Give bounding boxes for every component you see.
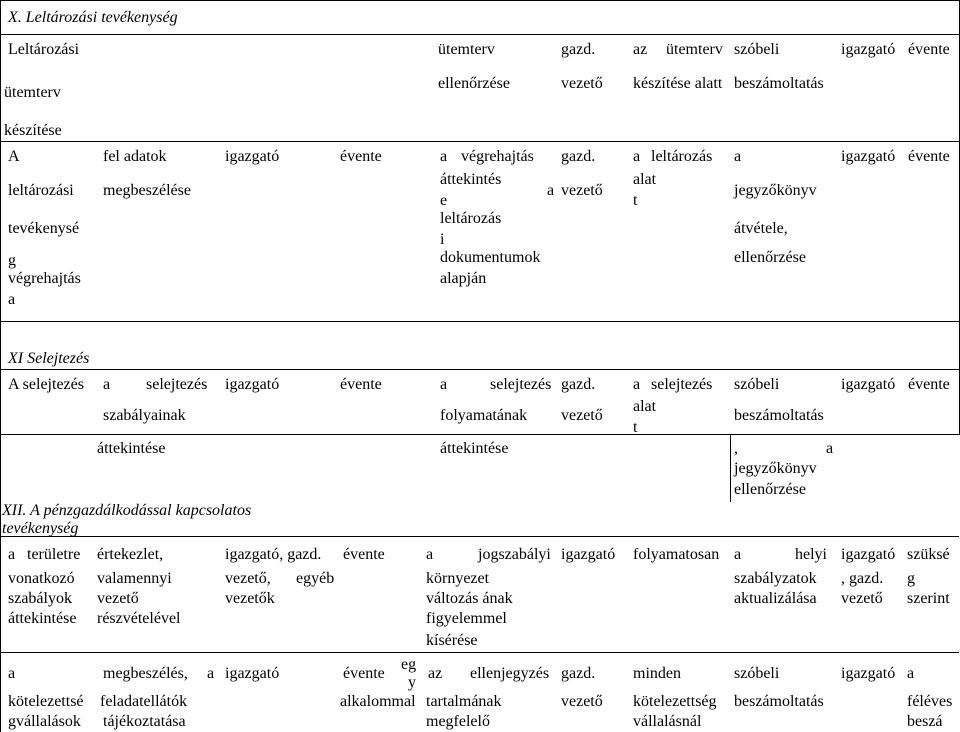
cell-text: ellenőrzése bbox=[438, 75, 510, 92]
cell-text: , gazd. bbox=[841, 570, 884, 587]
cell-text: szerint bbox=[907, 590, 950, 607]
cell-text: eg bbox=[401, 656, 417, 673]
cell-text: alat bbox=[633, 171, 657, 188]
cell-text: gazd. bbox=[561, 41, 596, 58]
cell-text: gazd. bbox=[561, 148, 596, 165]
cell-text: selejtezés bbox=[490, 376, 552, 393]
cell-text: változás ának bbox=[426, 590, 513, 607]
cell-text: készítése alatt bbox=[633, 75, 723, 92]
cell-text: kísérése bbox=[426, 632, 478, 649]
cell-text: készítése bbox=[4, 122, 62, 139]
cell-text: féléves bbox=[907, 693, 953, 710]
cell-text: az bbox=[428, 665, 443, 682]
cell-text: e bbox=[440, 192, 448, 209]
cell-text: g bbox=[907, 570, 915, 587]
cell-text: szabályainak bbox=[103, 407, 186, 424]
cell-text: ütemterv bbox=[666, 41, 723, 58]
cell-text: megfelelő bbox=[426, 713, 490, 730]
cell-text: selejtezés bbox=[146, 376, 208, 393]
cell-text: igazgató bbox=[225, 148, 280, 165]
cell-text: igazgató bbox=[841, 546, 896, 563]
cell-text: értekezlet, bbox=[97, 546, 164, 563]
cell-text: folyamatosan bbox=[633, 546, 720, 563]
cell-text: kötelezettsé bbox=[8, 693, 84, 710]
cell-text: igazgató bbox=[841, 665, 896, 682]
cell-text: folyamatának bbox=[440, 407, 528, 424]
cell-text: ellenőrzése bbox=[734, 481, 806, 498]
cell-text: szóbeli bbox=[734, 665, 780, 682]
table-border bbox=[0, 0, 959, 1]
cell-text: igazgató, gazd. bbox=[225, 546, 322, 563]
cell-text: aktualizálása bbox=[734, 590, 817, 607]
cell-text: igazgató bbox=[561, 546, 616, 563]
cell-text: évente bbox=[908, 376, 950, 393]
cell-text: helyi bbox=[795, 546, 827, 563]
cell-text: szüksé bbox=[907, 546, 950, 563]
section-title: XI Selejtezés bbox=[8, 350, 90, 367]
cell-text: ütemterv bbox=[438, 41, 495, 58]
cell-text: beszá bbox=[907, 713, 943, 730]
cell-text: a bbox=[103, 376, 111, 393]
cell-text: vezető bbox=[561, 693, 603, 710]
cell-text: jegyzőkönyv bbox=[734, 460, 817, 477]
cell-text: területre bbox=[27, 546, 81, 563]
cell-text: a bbox=[207, 665, 215, 682]
cell-text: igazgató bbox=[841, 376, 896, 393]
cell-text: a bbox=[426, 546, 434, 563]
cell-text: szóbeli bbox=[734, 376, 780, 393]
cell-text: a bbox=[633, 376, 641, 393]
cell-text: alapján bbox=[440, 270, 487, 287]
cell-text: tartalmának bbox=[426, 693, 502, 710]
cell-text: részvételével bbox=[97, 610, 181, 627]
cell-text: végrehajtás bbox=[461, 148, 534, 165]
cell-text: egyéb bbox=[296, 570, 335, 587]
cell-text: beszámoltatás bbox=[734, 693, 824, 710]
cell-text: a bbox=[547, 182, 555, 199]
table-border bbox=[0, 34, 959, 35]
cell-text: valamennyi bbox=[97, 570, 172, 587]
cell-text: tevékenysé bbox=[8, 220, 80, 237]
table-border bbox=[0, 434, 959, 435]
cell-text: vállalásnál bbox=[633, 713, 702, 730]
table-border bbox=[0, 369, 959, 370]
cell-text: beszámoltatás bbox=[734, 75, 824, 92]
cell-text: évente bbox=[343, 665, 385, 682]
cell-text: áttekintése bbox=[440, 440, 509, 457]
cell-text: a bbox=[734, 546, 742, 563]
cell-text: i bbox=[440, 231, 445, 248]
cell-text: a bbox=[734, 148, 742, 165]
cell-text: minden bbox=[633, 665, 681, 682]
cell-text: leltározás bbox=[440, 210, 502, 227]
cell-text: tájékoztatása bbox=[103, 713, 186, 730]
cell-text: alkalommal bbox=[340, 693, 416, 710]
cell-text: igazgató bbox=[225, 665, 280, 682]
cell-text: a bbox=[826, 440, 834, 457]
cell-text: g bbox=[8, 252, 16, 269]
cell-text: selejtezés bbox=[651, 376, 713, 393]
cell-text: évente bbox=[908, 41, 950, 58]
cell-text: y bbox=[408, 674, 416, 691]
cell-text: a bbox=[907, 665, 915, 682]
section-title: X. Leltározási tevékenység bbox=[8, 9, 178, 26]
cell-text: vezetők bbox=[225, 590, 275, 607]
cell-text: gazd. bbox=[561, 665, 596, 682]
cell-text: fel adatok bbox=[103, 148, 167, 165]
cell-text: kötelezettség bbox=[633, 693, 717, 710]
cell-text: megbeszélés, bbox=[103, 665, 188, 682]
cell-text: áttekintése bbox=[97, 440, 166, 457]
cell-text: áttekintése bbox=[8, 610, 77, 627]
cell-text: vezető bbox=[97, 590, 139, 607]
cell-text: a bbox=[8, 665, 16, 682]
cell-text: megbeszélése bbox=[103, 182, 191, 199]
cell-text: vezető bbox=[841, 590, 883, 607]
cell-text: figyelemmel bbox=[426, 610, 507, 627]
cell-text: évente bbox=[343, 546, 385, 563]
cell-text: környezet bbox=[426, 570, 490, 587]
table-border bbox=[0, 536, 959, 537]
cell-text: , bbox=[734, 440, 738, 457]
cell-text: áttekintés bbox=[440, 171, 502, 188]
cell-text: A selejtezés bbox=[8, 376, 84, 393]
cell-text: vezető bbox=[561, 182, 603, 199]
cell-text: vezető bbox=[561, 407, 603, 424]
cell-text: alat bbox=[633, 398, 657, 415]
table-border bbox=[0, 652, 959, 653]
cell-text: évente bbox=[340, 148, 382, 165]
cell-text: a bbox=[440, 148, 448, 165]
cell-text: a bbox=[440, 376, 448, 393]
cell-text: igazgató bbox=[841, 148, 896, 165]
cell-text: beszámoltatás bbox=[734, 407, 824, 424]
cell-text: gazd. bbox=[561, 376, 596, 393]
cell-text: végrehajtás bbox=[8, 270, 81, 287]
cell-text: Leltározási bbox=[8, 41, 80, 58]
cell-text: a bbox=[633, 148, 641, 165]
cell-text: dokumentumok bbox=[440, 249, 541, 266]
cell-text: ütemterv bbox=[4, 84, 61, 101]
table-border bbox=[0, 0, 1, 732]
cell-text: feladatellátók bbox=[100, 693, 188, 710]
cell-text: ellenjegyzés bbox=[470, 665, 550, 682]
cell-text: szabályok bbox=[8, 590, 72, 607]
section-title: tevékenység bbox=[2, 520, 79, 537]
cell-text: igazgató bbox=[841, 41, 896, 58]
cell-text: t bbox=[633, 419, 638, 436]
cell-text: szóbeli bbox=[734, 41, 780, 58]
cell-text: ellenőrzése bbox=[734, 249, 806, 266]
cell-text: igazgató bbox=[225, 376, 280, 393]
cell-text: jegyzőkönyv bbox=[734, 182, 817, 199]
cell-text: átvétele, bbox=[734, 220, 788, 237]
cell-text: évente bbox=[340, 376, 382, 393]
cell-text: leltározás bbox=[651, 148, 713, 165]
cell-text: az bbox=[633, 41, 648, 58]
table-border bbox=[730, 434, 731, 502]
cell-text: A bbox=[8, 148, 20, 165]
cell-text: vezető, bbox=[225, 570, 271, 587]
cell-text: szabályzatok bbox=[734, 570, 817, 587]
cell-text: vonatkozó bbox=[8, 570, 75, 587]
section-title: XII. A pénzgazdálkodással kapcsolatos bbox=[2, 502, 252, 519]
cell-text: a bbox=[8, 546, 16, 563]
cell-text: gvállalások bbox=[8, 713, 81, 730]
cell-text: a bbox=[8, 291, 16, 308]
cell-text: leltározási bbox=[8, 182, 74, 199]
table-border bbox=[0, 321, 959, 322]
cell-text: jogszabályi bbox=[478, 546, 551, 563]
table-border bbox=[0, 141, 959, 142]
cell-text: t bbox=[633, 192, 638, 209]
cell-text: évente bbox=[908, 148, 950, 165]
cell-text: vezető bbox=[561, 75, 603, 92]
